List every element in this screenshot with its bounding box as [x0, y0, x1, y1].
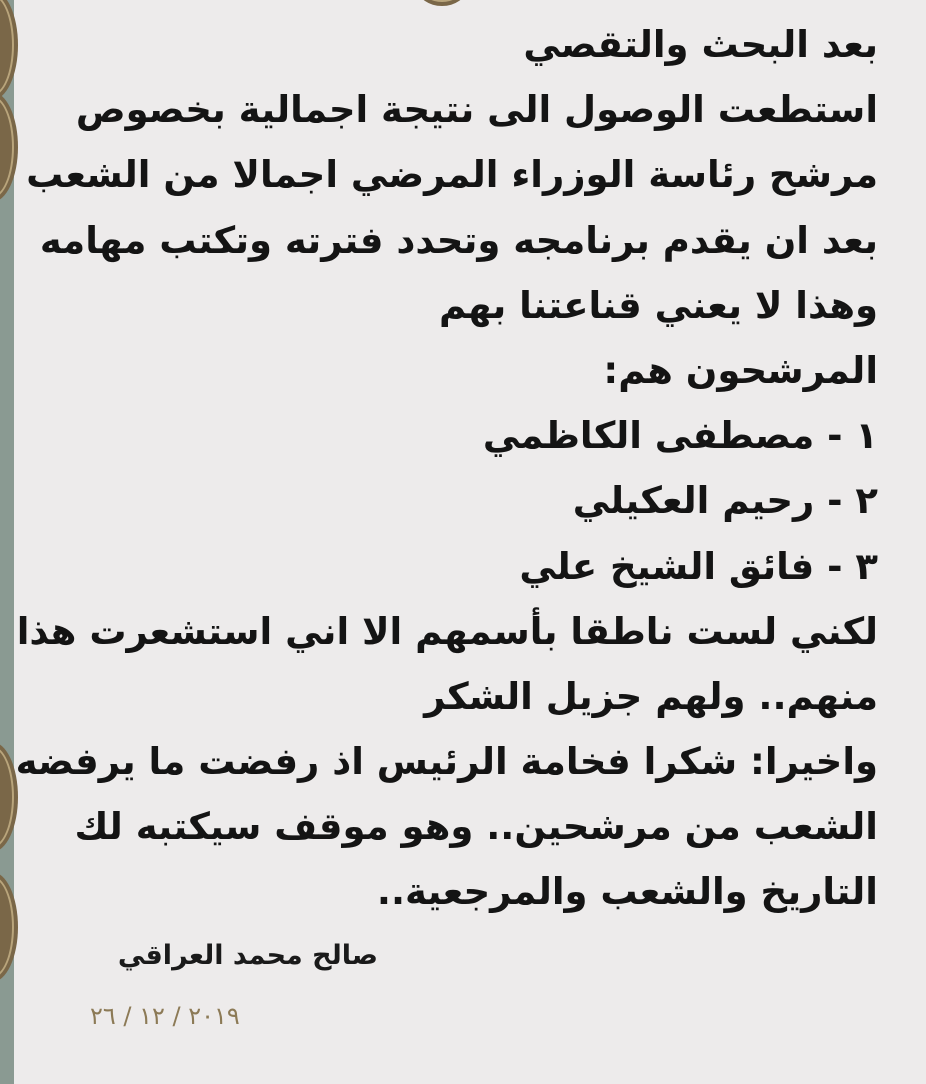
- text-line: مرشح رئاسة الوزراء المرضي اجمالا من الشعب: [26, 153, 878, 197]
- date: ٢٠١٩ / ١٢ / ٢٦: [90, 1002, 240, 1030]
- text-line: منهم.. ولهم جزيل الشكر: [424, 674, 878, 718]
- candidate-item: ٣ - فائق الشيخ علي: [519, 544, 878, 588]
- text-line: واخيرا: شكرا فخامة الرئيس اذ رفضت ما يرفضه: [15, 740, 878, 784]
- text-line: استطعت الوصول الى نتيجة اجمالية بخصوص: [75, 88, 878, 132]
- text-line: لكني لست ناطقا بأسمهم الا اني استشعرت هذا: [16, 609, 878, 653]
- text-line: بعد البحث والتقصي: [523, 23, 878, 66]
- ornament-circle: [0, 92, 18, 202]
- body-text: [15, 12, 878, 925]
- ornament-circle: [0, 0, 18, 100]
- text-line: وهذا لا يعني قناعتنا بهم: [438, 283, 878, 327]
- text-line: الشعب من مرشحين.. وهو موقف سيكتبه لك: [74, 805, 878, 849]
- candidate-item: ٢ - رحيم العكيلي: [572, 479, 878, 523]
- ornament-circle: [0, 872, 18, 982]
- text-line: التاريخ والشعب والمرجعية..: [376, 870, 878, 914]
- ornament-top: [418, 0, 466, 6]
- candidate-item: ١ - مصطفى الكاظمي: [482, 414, 878, 458]
- text-line: بعد ان يقدم برنامجه وتحدد فترته وتكتب مهامه: [39, 218, 878, 262]
- signature: صالح محمد العراقي: [117, 940, 378, 971]
- candidates-heading: المرشحون هم:: [603, 348, 878, 392]
